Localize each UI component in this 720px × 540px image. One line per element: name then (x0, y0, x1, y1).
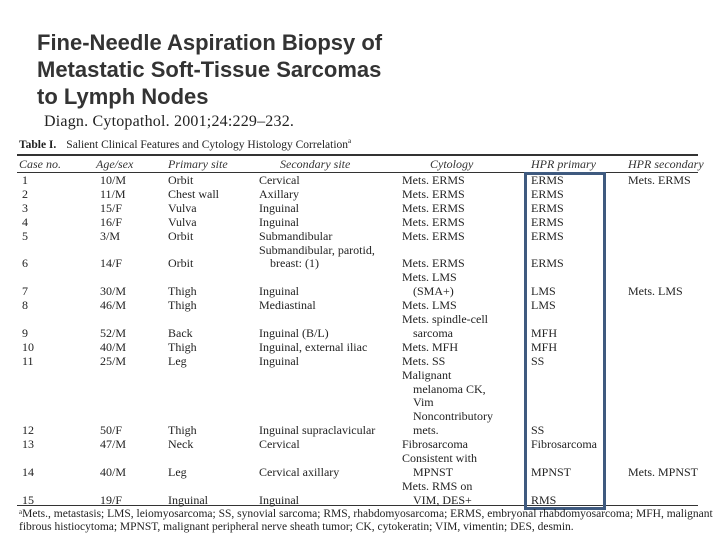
cell-age-sex (100, 341, 126, 355)
citation: Diagn. Cytopathol. 2001;24:229–232. (44, 113, 295, 130)
cell-secondary-site (259, 424, 375, 438)
cell-line: Orbit (168, 228, 194, 243)
cell-line: Mediastinal (259, 298, 316, 313)
cell-primary-site (168, 424, 197, 438)
cell-secondary-site (259, 299, 316, 313)
cell-line: breast: (1) (270, 256, 319, 271)
cell-line: Mets. ERMS (402, 256, 465, 271)
cell-line: RMS (531, 492, 557, 507)
cell-line: 19/F (100, 492, 123, 507)
cell-primary-site (168, 174, 193, 188)
cell-case-no (22, 174, 28, 188)
cell-line: 16/F (100, 214, 123, 229)
cell-age-sex (100, 202, 122, 216)
cell-line: Mets. ERMS (402, 228, 465, 243)
title-line: Metastatic Soft-Tissue Sarcomas (37, 57, 382, 82)
cell-line: Fibrosarcoma (531, 437, 597, 452)
cell-line: Orbit (168, 256, 194, 271)
cell-line: SS (531, 353, 545, 368)
cell-age-sex (100, 466, 126, 480)
cell-age-sex (100, 216, 122, 230)
cell-age-sex (100, 494, 122, 508)
cell-primary-site (168, 355, 187, 369)
cell-line: 9 (22, 325, 28, 340)
cell-line: Orbit (168, 173, 194, 187)
cell-line: 15 (22, 492, 34, 507)
cell-line: Neck (168, 437, 194, 452)
cell-line: 30/M (100, 284, 127, 299)
column-header-case-no: Case no. (19, 157, 61, 171)
cell-primary-site (168, 299, 197, 313)
cell-primary-site (168, 188, 219, 202)
cell-cytology (402, 174, 465, 188)
cell-age-sex (100, 438, 126, 452)
cell-secondary-site (259, 341, 367, 355)
cell-cytology (402, 313, 488, 341)
cell-line: mets. (413, 423, 439, 438)
cell-cytology (402, 369, 493, 439)
cell-cytology (402, 202, 465, 216)
cell-line: Mets. LMS (628, 284, 683, 299)
cell-line: Inguinal (168, 492, 208, 507)
cell-line: ERMS (531, 228, 564, 243)
cell-line: melanoma CK, (413, 381, 486, 396)
cell-cytology (402, 188, 465, 202)
cell-primary-site (168, 202, 197, 216)
cell-line: MPNST (531, 464, 572, 479)
cell-line: 11/M (100, 186, 126, 201)
cell-line: Mets. LMS (402, 298, 457, 313)
cell-line: SS (531, 423, 545, 438)
cell-line: ERMS (531, 173, 564, 187)
cell-line: 2 (22, 186, 28, 201)
cell-line: 46/M (100, 298, 127, 313)
cell-line: 52/M (100, 325, 127, 340)
cell-line: 4 (22, 214, 28, 229)
cell-line: 11 (22, 353, 34, 368)
cell-line: sarcoma (413, 325, 453, 340)
cell-cytology (402, 452, 477, 480)
cell-line: Mets. spindle-cell (402, 312, 488, 326)
cell-line: Mets. MFH (402, 339, 459, 354)
cell-line: Inguinal, external iliac (259, 339, 368, 354)
table-caption (19, 137, 351, 151)
cell-primary-site (168, 285, 197, 299)
cell-secondary-site (259, 230, 332, 244)
cell-age-sex (100, 355, 126, 369)
cell-secondary-site (259, 174, 300, 188)
cell-line: Axillary (259, 186, 299, 201)
cell-cytology (402, 230, 465, 244)
footnote-line: ᵃMets., metastasis; LMS, leiomyosarcoma; SS, synovial sarcoma; RMS, rhabdomyosarcoma; ERMS, embryonal rhabdomyosarcoma; MFH, malignant (19, 508, 713, 520)
cell-case-no (22, 299, 28, 313)
cell-primary-site (168, 494, 208, 508)
cell-line: (SMA+) (413, 284, 454, 299)
cell-cytology (402, 216, 465, 230)
cell-line: ERMS (531, 186, 564, 201)
cell-case-no (22, 424, 34, 438)
cell-age-sex (100, 174, 126, 188)
cell-secondary-site (259, 327, 329, 341)
cell-line: VIM, DES+ (413, 492, 472, 507)
cell-line: Mets. RMS on (402, 478, 473, 493)
cell-line: 47/M (100, 437, 127, 452)
cell-case-no (22, 285, 28, 299)
cell-line: Mets. ERMS (402, 186, 465, 201)
cell-case-no (22, 327, 28, 341)
cell-case-no (22, 494, 34, 508)
cell-case-no (22, 466, 34, 480)
cell-cytology (402, 438, 468, 452)
footnote-line: fibrous histiocytoma; MPNST, malignant peripheral nerve sheath tumor; CK, cytokeratin; VIM, vimentin; DES, desmin. (19, 521, 574, 533)
cell-line: Thigh (168, 284, 197, 299)
cell-primary-site (168, 438, 193, 452)
cell-line: Back (168, 325, 193, 340)
cell-cytology (402, 299, 457, 313)
cell-line: 40/M (100, 464, 127, 479)
cell-case-no (22, 355, 34, 369)
cell-line: Malignant (402, 367, 452, 382)
cell-line: 7 (22, 284, 28, 299)
cell-secondary-site (259, 355, 299, 369)
cell-line: 3 (22, 200, 28, 215)
cell-hpr-secondary (628, 174, 691, 188)
cell-line: Vulva (168, 214, 197, 229)
cell-age-sex (100, 257, 122, 271)
cell-line: 40/M (100, 339, 127, 354)
cell-case-no (22, 341, 34, 355)
column-header-cytology: Cytology (430, 157, 474, 171)
cell-case-no (22, 230, 28, 244)
cell-case-no (22, 216, 28, 230)
cell-hpr-secondary (628, 285, 683, 299)
cell-primary-site (168, 327, 193, 341)
cell-line: Mets. ERMS (402, 200, 465, 215)
cell-line: Mets. MPNST (628, 464, 699, 479)
cell-line: 3/M (100, 228, 121, 243)
cell-line: Mets. ERMS (628, 173, 691, 187)
column-header-age-sex: Age/sex (96, 157, 134, 171)
cell-secondary-site (259, 244, 375, 272)
cell-line: Cervical (259, 173, 300, 187)
table-top-rule (17, 154, 698, 156)
cell-line: Mets. ERMS (402, 214, 465, 229)
cell-line: Inguinal (B/L) (259, 325, 329, 340)
cell-secondary-site (259, 285, 299, 299)
cell-line: Mets. LMS (402, 270, 457, 285)
cell-case-no (22, 202, 28, 216)
cell-cytology (402, 341, 458, 355)
cell-line: ERMS (531, 214, 564, 229)
cell-line: Fibrosarcoma (402, 437, 468, 452)
column-header-hpr-primary: HPR primary (531, 157, 596, 171)
slide-title (37, 29, 382, 110)
cell-line: Inguinal (259, 492, 299, 507)
table-label: Table I. (19, 138, 57, 151)
cell-primary-site (168, 341, 197, 355)
cell-line: Inguinal (259, 353, 299, 368)
cell-line: Submandibular (259, 228, 333, 243)
cell-secondary-site (259, 438, 300, 452)
cell-line: 12 (22, 423, 34, 438)
cell-line: 14 (22, 464, 34, 479)
cell-line: MPNST (413, 464, 454, 479)
cell-line: MFH (531, 325, 558, 340)
cell-age-sex (100, 299, 126, 313)
cell-age-sex (100, 285, 126, 299)
column-header-secondary-site: Secondary site (280, 157, 351, 171)
cell-line: 25/M (100, 353, 127, 368)
cell-secondary-site (259, 202, 299, 216)
cell-primary-site (168, 230, 193, 244)
cell-cytology (402, 257, 465, 271)
cell-line: Noncontributory (413, 409, 493, 424)
cell-line: Vim (413, 395, 434, 410)
cell-primary-site (168, 466, 187, 480)
cell-line: Inguinal (259, 214, 299, 229)
cell-age-sex (100, 424, 122, 438)
hpr-primary-highlight-box (524, 172, 606, 510)
table-footnote (19, 508, 713, 534)
table-caption-text: Salient Clinical Features and Cytology Histology Correlation (66, 138, 349, 151)
cell-primary-site (168, 257, 193, 271)
cell-line: 15/F (100, 200, 123, 215)
cell-hpr-secondary (628, 466, 698, 480)
cell-line: Mets. SS (402, 353, 446, 368)
cell-secondary-site (259, 188, 299, 202)
cell-case-no (22, 257, 28, 271)
cell-line: 1 (22, 173, 28, 187)
cell-line: Thigh (168, 298, 197, 313)
cell-line: MFH (531, 339, 558, 354)
cell-line: 10/M (100, 173, 127, 187)
column-header-primary-site: Primary site (168, 157, 228, 171)
cell-line: Inguinal (259, 284, 299, 299)
cell-line: 50/F (100, 423, 123, 438)
cell-line: 6 (22, 256, 28, 271)
cell-line: 8 (22, 298, 28, 313)
cell-line: LMS (531, 298, 556, 313)
cell-case-no (22, 188, 28, 202)
cell-line: LMS (531, 284, 556, 299)
cell-line: Chest wall (168, 186, 219, 201)
cell-primary-site (168, 216, 197, 230)
cell-line: 14/F (100, 256, 123, 271)
cell-line: ERMS (531, 200, 564, 215)
cell-secondary-site (259, 216, 299, 230)
cell-line: Cervical (259, 437, 300, 452)
cell-line: Leg (168, 464, 187, 479)
cell-line: 10 (22, 339, 34, 354)
cell-line: 5 (22, 228, 28, 243)
cell-secondary-site (259, 494, 299, 508)
cell-age-sex (100, 230, 120, 244)
cell-line: Inguinal supraclavicular (259, 423, 376, 438)
cell-line: Cervical axillary (259, 464, 340, 479)
cell-line: Submandibular, parotid, (259, 242, 375, 257)
cell-age-sex (100, 188, 126, 202)
cell-secondary-site (259, 466, 339, 480)
cell-line: Consistent with (402, 451, 478, 465)
cell-line: Mets. ERMS (402, 173, 465, 187)
cell-line: 13 (22, 437, 34, 452)
cell-line: Inguinal (259, 200, 299, 215)
title-line: to Lymph Nodes (37, 84, 209, 109)
title-line: Fine-Needle Aspiration Biopsy of (37, 30, 383, 55)
cell-cytology (402, 480, 472, 508)
cell-cytology (402, 271, 457, 299)
caption-footnote-mark: a (348, 137, 352, 145)
cell-case-no (22, 438, 34, 452)
cell-line: ERMS (531, 256, 564, 271)
cell-line: Vulva (168, 200, 197, 215)
cell-line: Thigh (168, 423, 197, 438)
cell-age-sex (100, 327, 126, 341)
cell-cytology (402, 355, 445, 369)
column-header-hpr-secondary: HPR secondary (628, 157, 704, 171)
cell-line: Leg (168, 353, 187, 368)
cell-line: Thigh (168, 339, 197, 354)
